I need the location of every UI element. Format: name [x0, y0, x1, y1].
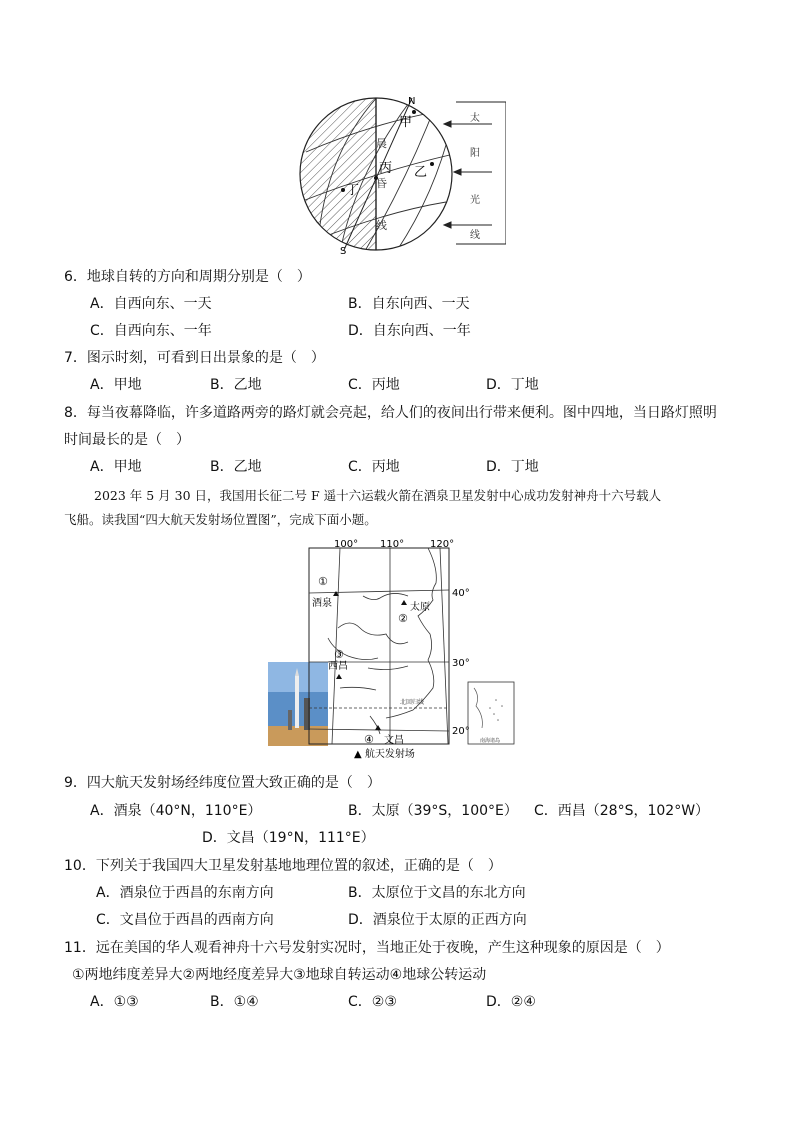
question-11-stem: 11．远在美国的华人观看神舟十六号发射实况时，当地正处于夜晚，产生这种现象的原因是（ ） [64, 940, 670, 956]
q9-option-d[interactable]: D．文昌（19°N，111°E） [202, 830, 375, 846]
place-taiyuan: 太原 [410, 602, 430, 613]
label-ding: 丁 [346, 183, 360, 198]
q10-option-a[interactable]: A．酒泉位于西昌的东南方向 [96, 885, 274, 901]
q7-option-a[interactable]: A．甲地 [90, 377, 142, 393]
label-north: N [408, 96, 416, 107]
q9-option-b[interactable]: B．太原（39°S，100°E） [348, 803, 518, 819]
south-sea-inset [468, 682, 514, 744]
label-yi: 乙 [414, 165, 428, 180]
label-sun-4: 线 [470, 230, 480, 241]
q11-option-c[interactable]: C．②③ [348, 994, 397, 1010]
q11-option-d[interactable]: D．②④ [486, 994, 536, 1010]
intro-line-1: 2023 年 5 月 30 日，我国用长征二号 F 遥十六运载火箭在酒泉卫星发射中心成功发射神舟十六号载人 [94, 488, 662, 503]
inset-label: 南海诸岛 [480, 738, 501, 744]
question-9-stem: 9．四大航天发射场经纬度位置大致正确的是（ ） [64, 775, 381, 791]
q11-option-a[interactable]: A．①③ [90, 994, 139, 1010]
question-11-statements: ①两地纬度差异大②两地经度差异大③地球自转运动④地球公转运动 [72, 967, 487, 983]
lon-label-120: 120° [430, 539, 455, 550]
label-sun-1: 太 [470, 113, 480, 124]
lat-label-40: 40° [452, 588, 470, 599]
graticule [309, 548, 449, 744]
map-svg [268, 538, 518, 760]
globe-svg [296, 92, 506, 256]
lon-label-100: 100° [334, 539, 359, 550]
q6-option-b[interactable]: B．自东向西、一天 [348, 296, 470, 312]
question-10-stem: 10．下列关于我国四大卫星发射基地地理位置的叙述，正确的是（ ） [64, 858, 502, 874]
label-hun: 昏 [376, 177, 387, 190]
q6-option-c[interactable]: C．自西向东、一年 [90, 323, 212, 339]
label-chen: 晨 [376, 137, 387, 150]
q9-option-a[interactable]: A．酒泉（40°N，110°E） [90, 803, 262, 819]
place-jiuquan: 酒泉 [312, 598, 332, 609]
marker-4: ④ [364, 733, 374, 746]
label-sun-3: 光 [470, 195, 480, 206]
rocket-photo [268, 662, 328, 746]
q8-option-b[interactable]: B．乙地 [210, 459, 262, 475]
lat-label-30: 30° [452, 658, 470, 669]
question-8-stem-line2: 时间最长的是（ ） [64, 432, 190, 448]
q8-option-c[interactable]: C．丙地 [348, 459, 400, 475]
q8-option-a[interactable]: A．甲地 [90, 459, 142, 475]
marker-3: ③ [334, 648, 344, 661]
label-jia: 甲 [399, 115, 413, 130]
q9-option-c[interactable]: C．西昌（28°S，102°W） [534, 803, 710, 819]
map-frame [309, 548, 449, 744]
q10-option-b[interactable]: B．太原位于文昌的东北方向 [348, 885, 526, 901]
q10-option-d[interactable]: D．酒泉位于太原的正西方向 [348, 912, 527, 928]
q6-option-d[interactable]: D．自东向西、一年 [348, 323, 471, 339]
q6-option-a[interactable]: A．自西向东、一天 [90, 296, 212, 312]
night-side [296, 92, 376, 256]
q7-option-d[interactable]: D．丁地 [486, 377, 539, 393]
question-7-stem: 7．图示时刻，可看到日出景象的是（ ） [64, 350, 325, 366]
intro-paragraph [64, 484, 734, 532]
lon-label-110: 110° [380, 539, 405, 550]
intro-line-2: 飞船。读我国“四大航天发射场位置图”，完成下面小题。 [64, 512, 377, 527]
label-xian: 线 [376, 219, 387, 232]
q7-option-b[interactable]: B．乙地 [210, 377, 262, 393]
tropic-label: 北回归线 [400, 699, 425, 706]
q8-option-d[interactable]: D．丁地 [486, 459, 539, 475]
label-south: S [340, 246, 347, 256]
question-6-stem: 6．地球自转的方向和周期分别是（ ） [64, 269, 311, 285]
globe-figure [296, 92, 506, 256]
q10-option-c[interactable]: C．文昌位于西昌的西南方向 [96, 912, 274, 928]
place-wenchang: 文昌 [384, 735, 404, 746]
lat-label-20: 20° [452, 726, 470, 737]
q11-option-b[interactable]: B．①④ [210, 994, 259, 1010]
launch-site-map [268, 538, 518, 760]
label-bing: 丙 [379, 161, 393, 176]
label-sun-2: 阳 [470, 148, 480, 159]
place-xichang: 西昌 [328, 661, 348, 672]
question-8-stem-line1: 8．每当夜幕降临，许多道路两旁的路灯就会亮起，给人们的夜间出行带来便利。图中四地，当日路灯照明 [64, 405, 717, 421]
q7-option-c[interactable]: C．丙地 [348, 377, 400, 393]
marker-1: ① [318, 575, 328, 588]
map-legend: ▲ 航天发射场 [354, 749, 415, 760]
coastline [328, 548, 436, 734]
marker-2: ② [398, 612, 408, 625]
